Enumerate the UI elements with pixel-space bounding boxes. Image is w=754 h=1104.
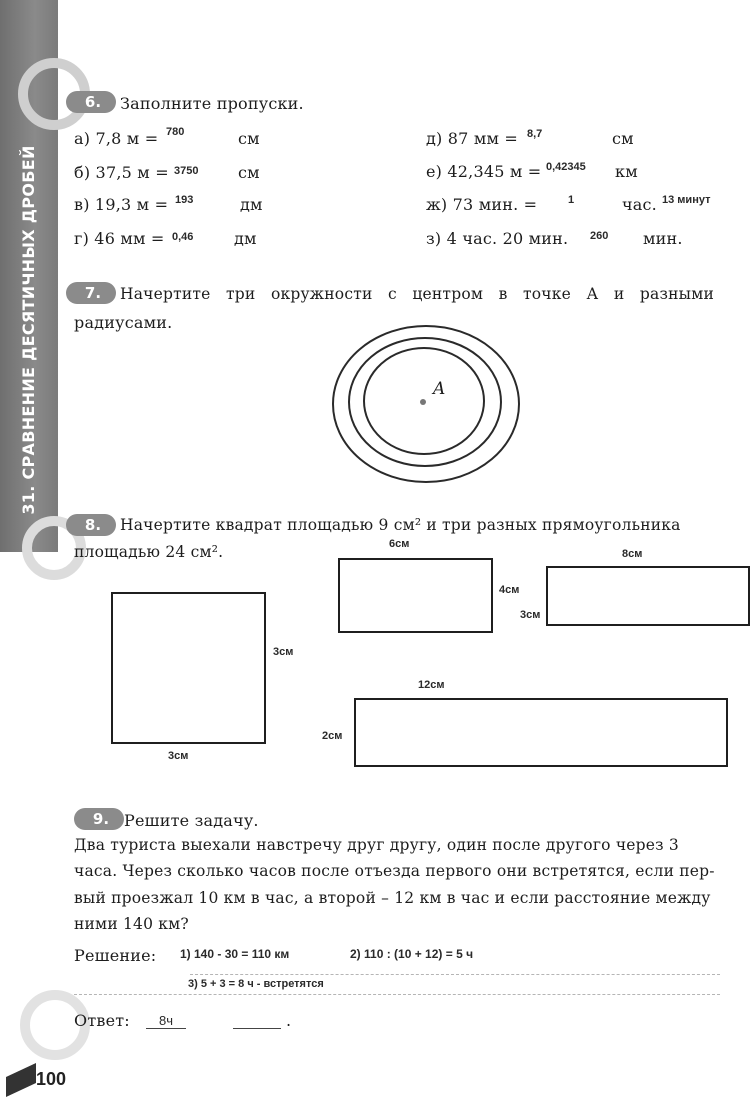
outer-circle xyxy=(333,326,519,482)
section-title: 31. СРАВНЕНИЕ ДЕСЯТИЧНЫХ ДРОБЕЙ xyxy=(19,145,38,515)
rectangle-8x3 xyxy=(546,566,750,626)
task6-a-answer: 780 xyxy=(166,126,185,138)
task6-c-unit: дм xyxy=(240,195,263,214)
task9-line1: Два туриста выехали навстречу друг другу, один после другого через 3 xyxy=(74,836,679,854)
task6-d-answer: 0,46 xyxy=(172,231,194,243)
center-label: A xyxy=(433,379,446,399)
task8-text-line1: Начертите квадрат площадью 9 см² и три разных прямоугольника xyxy=(120,516,681,534)
square-height-label: 3см xyxy=(273,646,294,658)
rect1-width-label: 6см xyxy=(389,538,410,550)
task6-e-label: д) 87 мм = xyxy=(426,129,519,148)
solution-step2: 2) 110 : (10 + 12) = 5 ч xyxy=(350,947,474,961)
task8-badge: 8. xyxy=(66,514,116,536)
rect2-height-label: 3см xyxy=(520,609,541,621)
answer-value: 8ч xyxy=(146,1013,186,1029)
rect1-height-label: 4см xyxy=(499,584,520,596)
answer-end: . xyxy=(286,1011,292,1030)
task9-badge: 9. xyxy=(74,808,124,830)
task7-text-line1: Начертите три окружности с центром в точке А и разными xyxy=(120,285,714,303)
task8-text-line2: площадью 24 см². xyxy=(74,543,224,561)
solution-label: Решение: xyxy=(74,946,157,965)
task6-b-label: б) 37,5 м = xyxy=(74,163,169,182)
rect3-height-label: 2см xyxy=(322,730,343,742)
solution-line-1 xyxy=(190,974,720,975)
task6-d-label: г) 46 мм = xyxy=(74,229,165,248)
task6-c-label: в) 19,3 м = xyxy=(74,195,169,214)
task6-h-answer: 260 xyxy=(590,230,609,242)
task6-g-unit: час. xyxy=(622,195,657,214)
rectangle-12x2 xyxy=(354,698,728,767)
solution-line-2 xyxy=(74,994,720,995)
task6-a-label: а) 7,8 м = xyxy=(74,129,159,148)
task7-text-line2: радиусами. xyxy=(74,313,173,332)
rectangle-6x4 xyxy=(338,558,493,633)
task9-line2: часа. Через сколько часов после отъезда первого они встретятся, если пер- xyxy=(74,862,715,880)
task6-a-unit: см xyxy=(238,129,260,148)
task6-g-label: ж) 73 мин. = xyxy=(426,195,538,214)
task6-h-label: з) 4 час. 20 мин. xyxy=(426,229,569,248)
task6-e-unit: см xyxy=(612,129,634,148)
task6-f-label: е) 42,345 м = xyxy=(426,162,542,181)
task6-c-answer: 193 xyxy=(175,194,194,206)
three-circles-drawing xyxy=(330,322,524,486)
answer-blank xyxy=(233,1028,281,1029)
task6-g-answer: 1 xyxy=(568,194,575,206)
task6-title: Заполните пропуски. xyxy=(120,94,304,113)
task6-e-answer: 8,7 xyxy=(527,128,543,140)
task6-f-answer: 0,42345 xyxy=(546,161,586,173)
task6-g-extra: 13 минут xyxy=(662,194,711,206)
task9-line3: вый проезжал 10 км в час, а второй – 12 км в час и если расстояние между xyxy=(74,889,711,907)
task9-title: Решите задачу. xyxy=(124,811,259,830)
task6-badge: 6. xyxy=(66,91,116,113)
task9-line4: ними 140 км? xyxy=(74,915,189,933)
task6-f-unit: км xyxy=(615,162,638,181)
rect3-width-label: 12см xyxy=(418,679,445,691)
solution-step1: 1) 140 - 30 = 110 км xyxy=(180,947,290,961)
task6-d-unit: дм xyxy=(234,229,257,248)
task6-b-unit: см xyxy=(238,163,260,182)
answer-label: Ответ: xyxy=(74,1011,130,1030)
rect2-width-label: 8см xyxy=(622,548,643,560)
page-number: 100 xyxy=(36,1069,67,1089)
square-3x3 xyxy=(111,592,266,744)
task7-badge: 7. xyxy=(66,282,116,304)
solution-step3: 3) 5 + 3 = 8 ч - встретятся xyxy=(188,978,324,990)
center-point xyxy=(420,399,426,405)
task6-h-unit: мин. xyxy=(643,229,683,248)
square-width-label: 3см xyxy=(168,750,189,762)
footer-logo xyxy=(6,1063,36,1097)
task6-b-answer: 3750 xyxy=(174,165,199,177)
